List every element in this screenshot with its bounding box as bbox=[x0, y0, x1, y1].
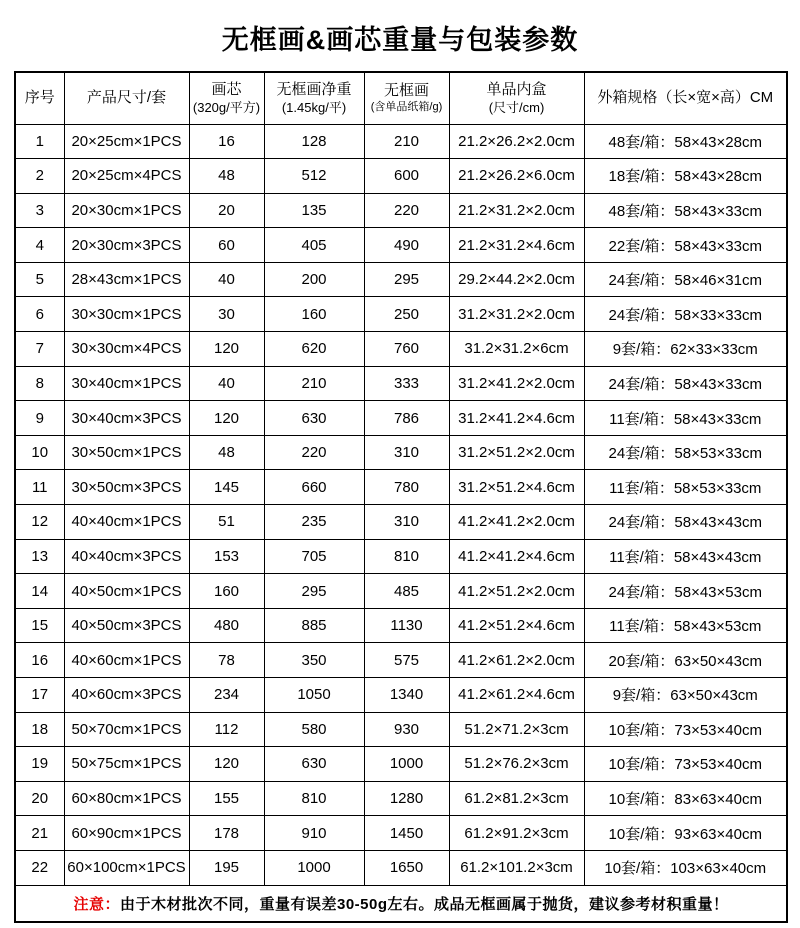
table-row bbox=[15, 228, 787, 263]
table-cell: 10套/箱：73×53×40cm bbox=[584, 747, 787, 782]
table-row bbox=[15, 678, 787, 713]
table-cell: 10 bbox=[15, 435, 64, 470]
table-cell: 24套/箱：58×33×33cm bbox=[584, 297, 787, 332]
table-cell: 24套/箱：58×53×33cm bbox=[584, 435, 787, 470]
table-cell: 120 bbox=[189, 332, 264, 367]
table-cell: 786 bbox=[364, 401, 449, 436]
table-cell: 40×60cm×3PCS bbox=[64, 678, 189, 713]
table-cell: 120 bbox=[189, 401, 264, 436]
table-cell: 220 bbox=[364, 193, 449, 228]
table-row bbox=[15, 262, 787, 297]
table-cell: 51 bbox=[189, 505, 264, 540]
table-cell: 1450 bbox=[364, 816, 449, 851]
table-cell: 40×50cm×3PCS bbox=[64, 608, 189, 643]
note-cell bbox=[15, 885, 787, 922]
table-cell: 5 bbox=[15, 262, 64, 297]
table-cell: 30×50cm×3PCS bbox=[64, 470, 189, 505]
table-cell: 490 bbox=[364, 228, 449, 263]
table-cell: 40 bbox=[189, 262, 264, 297]
table-cell: 31.2×41.2×2.0cm bbox=[449, 366, 584, 401]
table-cell: 60 bbox=[189, 228, 264, 263]
table-cell: 885 bbox=[264, 608, 364, 643]
table-cell: 1650 bbox=[364, 850, 449, 885]
table-row bbox=[15, 366, 787, 401]
table-cell: 50×75cm×1PCS bbox=[64, 747, 189, 782]
table-cell: 660 bbox=[264, 470, 364, 505]
table-cell: 31.2×31.2×2.0cm bbox=[449, 297, 584, 332]
table-cell: 1280 bbox=[364, 781, 449, 816]
header-sub: (尺寸/cm) bbox=[488, 99, 545, 115]
table-cell: 10套/箱：73×53×40cm bbox=[584, 712, 787, 747]
table-cell: 11套/箱：58×53×33cm bbox=[584, 470, 787, 505]
table-cell: 51.2×71.2×3cm bbox=[449, 712, 584, 747]
table-cell: 512 bbox=[264, 159, 364, 194]
table-cell: 350 bbox=[264, 643, 364, 678]
table-cell: 41.2×61.2×2.0cm bbox=[449, 643, 584, 678]
table-cell: 810 bbox=[264, 781, 364, 816]
table-cell: 41.2×61.2×4.6cm bbox=[449, 678, 584, 713]
table-cell: 1340 bbox=[364, 678, 449, 713]
table-cell: 21 bbox=[15, 816, 64, 851]
table-cell: 40×40cm×3PCS bbox=[64, 539, 189, 574]
table-row bbox=[15, 608, 787, 643]
table-cell: 40×50cm×1PCS bbox=[64, 574, 189, 609]
table-cell: 30×40cm×1PCS bbox=[64, 366, 189, 401]
table-cell: 20×25cm×1PCS bbox=[64, 124, 189, 159]
header-cell-net-weight bbox=[264, 72, 364, 124]
table-cell: 760 bbox=[364, 332, 449, 367]
table-row bbox=[15, 816, 787, 851]
table-cell: 1130 bbox=[364, 608, 449, 643]
table-cell: 10套/箱：83×63×40cm bbox=[584, 781, 787, 816]
table-cell: 30×50cm×1PCS bbox=[64, 435, 189, 470]
table-cell: 1050 bbox=[264, 678, 364, 713]
note-label: 注意： bbox=[73, 895, 120, 913]
table-cell: 11 bbox=[15, 470, 64, 505]
table-cell: 10套/箱：93×63×40cm bbox=[584, 816, 787, 851]
table-cell: 210 bbox=[364, 124, 449, 159]
header-cell-inner-box bbox=[449, 72, 584, 124]
table-cell: 41.2×41.2×4.6cm bbox=[449, 539, 584, 574]
table-cell: 195 bbox=[189, 850, 264, 885]
table-cell: 60×100cm×1PCS bbox=[64, 850, 189, 885]
table-cell: 18 bbox=[15, 712, 64, 747]
table-cell: 30×30cm×1PCS bbox=[64, 297, 189, 332]
table-cell: 630 bbox=[264, 401, 364, 436]
table-cell: 15 bbox=[15, 608, 64, 643]
table-cell: 4 bbox=[15, 228, 64, 263]
table-cell: 29.2×44.2×2.0cm bbox=[449, 262, 584, 297]
table-cell: 153 bbox=[189, 539, 264, 574]
table-row bbox=[15, 747, 787, 782]
table-cell: 9套/箱：63×50×43cm bbox=[584, 678, 787, 713]
table-cell: 60×90cm×1PCS bbox=[64, 816, 189, 851]
table-cell: 41.2×51.2×4.6cm bbox=[449, 608, 584, 643]
table-cell: 250 bbox=[364, 297, 449, 332]
table-cell: 112 bbox=[189, 712, 264, 747]
table-cell: 1 bbox=[15, 124, 64, 159]
table-cell: 910 bbox=[264, 816, 364, 851]
table-cell: 135 bbox=[264, 193, 364, 228]
table-cell: 41.2×51.2×2.0cm bbox=[449, 574, 584, 609]
table-cell: 8 bbox=[15, 366, 64, 401]
table-cell: 6 bbox=[15, 297, 64, 332]
table-row bbox=[15, 159, 787, 194]
table-cell: 61.2×81.2×3cm bbox=[449, 781, 584, 816]
table-cell: 24套/箱：58×46×31cm bbox=[584, 262, 787, 297]
table-cell: 11套/箱：58×43×53cm bbox=[584, 608, 787, 643]
table-cell: 20×30cm×3PCS bbox=[64, 228, 189, 263]
spec-table bbox=[14, 71, 788, 923]
table-cell: 40×40cm×1PCS bbox=[64, 505, 189, 540]
table-row bbox=[15, 712, 787, 747]
table-cell: 14 bbox=[15, 574, 64, 609]
table-cell: 333 bbox=[364, 366, 449, 401]
table-cell: 48套/箱：58×43×33cm bbox=[584, 193, 787, 228]
table-cell: 13 bbox=[15, 539, 64, 574]
table-cell: 780 bbox=[364, 470, 449, 505]
table-cell: 60×80cm×1PCS bbox=[64, 781, 189, 816]
table-cell: 21.2×26.2×6.0cm bbox=[449, 159, 584, 194]
header-sub: (1.45kg/平) bbox=[281, 99, 347, 115]
header-row bbox=[15, 72, 787, 124]
table-cell: 11套/箱：58×43×33cm bbox=[584, 401, 787, 436]
table-cell: 620 bbox=[264, 332, 364, 367]
table-cell: 31.2×31.2×6cm bbox=[449, 332, 584, 367]
note-row bbox=[15, 885, 787, 922]
table-cell: 61.2×101.2×3cm bbox=[449, 850, 584, 885]
header-sub: (含单品纸箱/g) bbox=[370, 100, 443, 113]
table-cell: 17 bbox=[15, 678, 64, 713]
table-cell: 48 bbox=[189, 435, 264, 470]
table-cell: 22套/箱：58×43×33cm bbox=[584, 228, 787, 263]
table-cell: 930 bbox=[364, 712, 449, 747]
table-cell: 31.2×51.2×4.6cm bbox=[449, 470, 584, 505]
table-cell: 295 bbox=[264, 574, 364, 609]
table-cell: 20×25cm×4PCS bbox=[64, 159, 189, 194]
table-cell: 22 bbox=[15, 850, 64, 885]
table-cell: 235 bbox=[264, 505, 364, 540]
table-cell: 48 bbox=[189, 159, 264, 194]
table-cell: 128 bbox=[264, 124, 364, 159]
header-cell-frameless-weight bbox=[364, 72, 449, 124]
table-cell: 10套/箱：103×63×40cm bbox=[584, 850, 787, 885]
table-cell: 575 bbox=[364, 643, 449, 678]
table-row bbox=[15, 539, 787, 574]
table-cell: 9 bbox=[15, 401, 64, 436]
table-cell: 295 bbox=[364, 262, 449, 297]
table-cell: 40×60cm×1PCS bbox=[64, 643, 189, 678]
table-cell: 24套/箱：58×43×33cm bbox=[584, 366, 787, 401]
table-row bbox=[15, 850, 787, 885]
table-row bbox=[15, 574, 787, 609]
table-header bbox=[15, 72, 787, 124]
table-cell: 24套/箱：58×43×53cm bbox=[584, 574, 787, 609]
header-main: 序号 bbox=[24, 88, 55, 106]
table-row bbox=[15, 643, 787, 678]
table-cell: 19 bbox=[15, 747, 64, 782]
table-cell: 51.2×76.2×3cm bbox=[449, 747, 584, 782]
table-row bbox=[15, 297, 787, 332]
table-cell: 12 bbox=[15, 505, 64, 540]
table-cell: 580 bbox=[264, 712, 364, 747]
table-cell: 41.2×41.2×2.0cm bbox=[449, 505, 584, 540]
table-row bbox=[15, 435, 787, 470]
table-row bbox=[15, 124, 787, 159]
header-cell-index bbox=[15, 72, 64, 124]
table-cell: 160 bbox=[264, 297, 364, 332]
table-cell: 120 bbox=[189, 747, 264, 782]
table-cell: 3 bbox=[15, 193, 64, 228]
table-cell: 24套/箱：58×43×43cm bbox=[584, 505, 787, 540]
table-row bbox=[15, 193, 787, 228]
table-cell: 1000 bbox=[364, 747, 449, 782]
table-cell: 40 bbox=[189, 366, 264, 401]
table-cell: 48套/箱：58×43×28cm bbox=[584, 124, 787, 159]
table-cell: 21.2×31.2×4.6cm bbox=[449, 228, 584, 263]
table-cell: 178 bbox=[189, 816, 264, 851]
table-cell: 18套/箱：58×43×28cm bbox=[584, 159, 787, 194]
table-cell: 20 bbox=[15, 781, 64, 816]
table-cell: 31.2×51.2×2.0cm bbox=[449, 435, 584, 470]
header-main: 产品尺寸/套 bbox=[86, 88, 167, 106]
table-cell: 16 bbox=[189, 124, 264, 159]
table-cell: 7 bbox=[15, 332, 64, 367]
table-cell: 310 bbox=[364, 435, 449, 470]
table-cell: 200 bbox=[264, 262, 364, 297]
table-cell: 21.2×31.2×2.0cm bbox=[449, 193, 584, 228]
table-cell: 1000 bbox=[264, 850, 364, 885]
table-cell: 30 bbox=[189, 297, 264, 332]
table-cell: 20 bbox=[189, 193, 264, 228]
header-main: 无框画净重 bbox=[276, 80, 352, 98]
table-cell: 220 bbox=[264, 435, 364, 470]
table-cell: 30×30cm×4PCS bbox=[64, 332, 189, 367]
table-cell: 20×30cm×1PCS bbox=[64, 193, 189, 228]
table-cell: 155 bbox=[189, 781, 264, 816]
header-sub: (320g/平方) bbox=[192, 99, 261, 115]
table-cell: 480 bbox=[189, 608, 264, 643]
table-cell: 405 bbox=[264, 228, 364, 263]
table-cell: 234 bbox=[189, 678, 264, 713]
table-cell: 61.2×91.2×3cm bbox=[449, 816, 584, 851]
table-cell: 11套/箱：58×43×43cm bbox=[584, 539, 787, 574]
table-cell: 310 bbox=[364, 505, 449, 540]
table-cell: 160 bbox=[189, 574, 264, 609]
header-main: 无框画 bbox=[383, 82, 429, 99]
table-cell: 78 bbox=[189, 643, 264, 678]
table-cell: 810 bbox=[364, 539, 449, 574]
table-cell: 2 bbox=[15, 159, 64, 194]
header-main: 单品内盒 bbox=[486, 80, 547, 98]
table-cell: 28×43cm×1PCS bbox=[64, 262, 189, 297]
header-cell-product-size bbox=[64, 72, 189, 124]
table-cell: 50×70cm×1PCS bbox=[64, 712, 189, 747]
table-cell: 30×40cm×3PCS bbox=[64, 401, 189, 436]
page-title: 无框画&画芯重量与包装参数 bbox=[221, 25, 579, 55]
table-footer bbox=[15, 885, 787, 922]
header-main: 画芯 bbox=[211, 80, 242, 98]
table-cell: 630 bbox=[264, 747, 364, 782]
note-text: 由于木材批次不同，重量有误差30-50g左右。成品无框画属于抛货，建议参考材积重量！ bbox=[119, 895, 729, 913]
header-cell-outer-carton bbox=[584, 72, 787, 124]
table-cell: 485 bbox=[364, 574, 449, 609]
table-cell: 210 bbox=[264, 366, 364, 401]
header-cell-canvas-core bbox=[189, 72, 264, 124]
table-body bbox=[15, 124, 787, 885]
table-cell: 9套/箱：62×33×33cm bbox=[584, 332, 787, 367]
table-cell: 31.2×41.2×4.6cm bbox=[449, 401, 584, 436]
table-row bbox=[15, 470, 787, 505]
table-cell: 705 bbox=[264, 539, 364, 574]
table-row bbox=[15, 781, 787, 816]
table-row bbox=[15, 505, 787, 540]
table-cell: 16 bbox=[15, 643, 64, 678]
table-cell: 600 bbox=[364, 159, 449, 194]
table-row bbox=[15, 401, 787, 436]
header-main: 外箱规格（长×宽×高）CM bbox=[597, 88, 774, 106]
table-cell: 21.2×26.2×2.0cm bbox=[449, 124, 584, 159]
table-row bbox=[15, 332, 787, 367]
table-cell: 145 bbox=[189, 470, 264, 505]
table-cell: 20套/箱：63×50×43cm bbox=[584, 643, 787, 678]
